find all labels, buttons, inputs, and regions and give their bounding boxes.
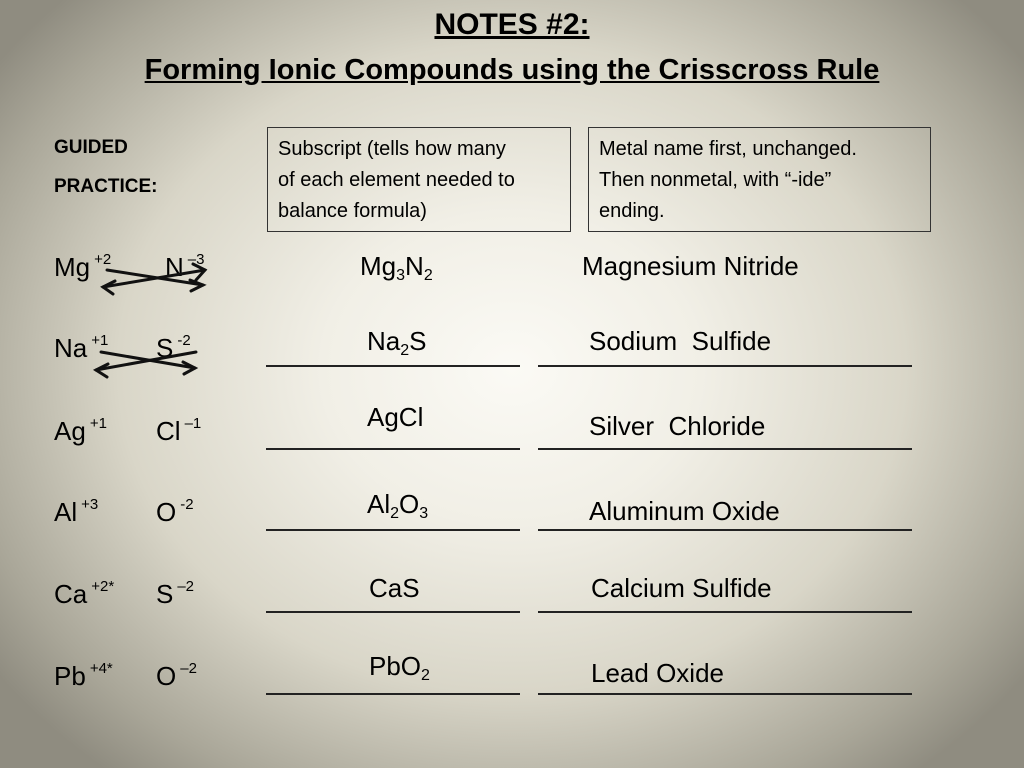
formula-answer: AgCl: [367, 402, 424, 432]
formula-blank: [266, 611, 520, 613]
name-blank: [538, 529, 912, 531]
cation-charge: +4*: [89, 660, 113, 677]
practice-label: PRACTICE:: [54, 176, 158, 197]
compound-name: Lead Oxide: [591, 658, 724, 688]
anion-charge: –2: [177, 578, 195, 595]
cation-charge: +3: [81, 496, 99, 513]
cation: [54, 579, 114, 610]
cation-symbol: Mg: [54, 252, 91, 282]
cation: [54, 333, 108, 364]
arrowhead: [96, 364, 108, 377]
cation: [54, 661, 113, 692]
cation-symbol: Al: [54, 497, 78, 527]
cation: [54, 497, 98, 528]
page-subtitle: Forming Ionic Compounds using the Crisscross Rule: [144, 54, 880, 86]
anion-charge: –3: [187, 251, 205, 268]
compound-name: Silver Chloride: [589, 411, 766, 441]
cation-charge: +1: [91, 332, 109, 349]
anion: [156, 579, 194, 610]
cation-charge: +2: [94, 251, 112, 268]
anion-charge: -2: [180, 496, 194, 513]
guided-label: GUIDED: [54, 137, 128, 158]
cation: [54, 416, 107, 447]
anion-symbol: N: [165, 252, 184, 282]
page-title: NOTES #2:: [434, 8, 590, 41]
formula-answer: $Al_2O_3$: [367, 489, 429, 522]
naming-note-box: [588, 127, 931, 232]
formula-answer: $Na_2S$: [367, 326, 427, 359]
anion-symbol: S: [156, 333, 174, 363]
naming-note-line: Then nonmetal, with “-ide”: [599, 169, 832, 191]
anion-symbol: S: [156, 579, 174, 609]
formula-blank: [266, 448, 520, 450]
compound-name: Calcium Sulfide: [591, 573, 772, 603]
subscript-note-box: [267, 127, 571, 232]
formula-answer: PbO$_2$: [369, 651, 430, 684]
anion-symbol: Cl: [156, 416, 181, 446]
anion: [156, 661, 197, 692]
compound-name: Magnesium Nitride: [582, 251, 799, 281]
formula-answer: $Mg_3N_2$: [360, 251, 433, 284]
anion: [165, 252, 204, 283]
cation-symbol: Na: [54, 333, 88, 363]
anion: [156, 333, 191, 364]
formula-blank: [266, 693, 520, 695]
name-blank: [538, 365, 912, 367]
formula-blank: [266, 529, 520, 531]
anion-charge: -2: [177, 332, 191, 349]
cation-charge: +2*: [91, 578, 115, 595]
anion: [156, 497, 194, 528]
name-blank: [538, 448, 912, 450]
cation-symbol: Pb: [54, 661, 86, 691]
subscript-note-line: balance formula): [278, 200, 427, 222]
subscript-note-line: of each element needed to: [278, 169, 515, 191]
naming-note-line: Metal name first, unchanged.: [599, 138, 857, 160]
anion-charge: –2: [180, 660, 197, 677]
naming-note-line: ending.: [599, 200, 665, 222]
anion-symbol: O: [156, 661, 177, 691]
anion: [156, 416, 201, 447]
cation-symbol: Ag: [54, 416, 86, 446]
name-blank: [538, 611, 912, 613]
name-blank: [538, 693, 912, 695]
cation: [54, 252, 111, 283]
subscript-note-line: Subscript (tells how many: [278, 138, 506, 160]
formula-answer: CaS: [369, 573, 420, 603]
compound-name: Sodium Sulfide: [589, 326, 772, 356]
cation-symbol: Ca: [54, 579, 88, 609]
anion-charge: –1: [184, 415, 202, 432]
anion-symbol: O: [156, 497, 177, 527]
cation-charge: +1: [89, 415, 107, 432]
formula-blank: [266, 365, 520, 367]
compound-name: Aluminum Oxide: [589, 496, 780, 526]
